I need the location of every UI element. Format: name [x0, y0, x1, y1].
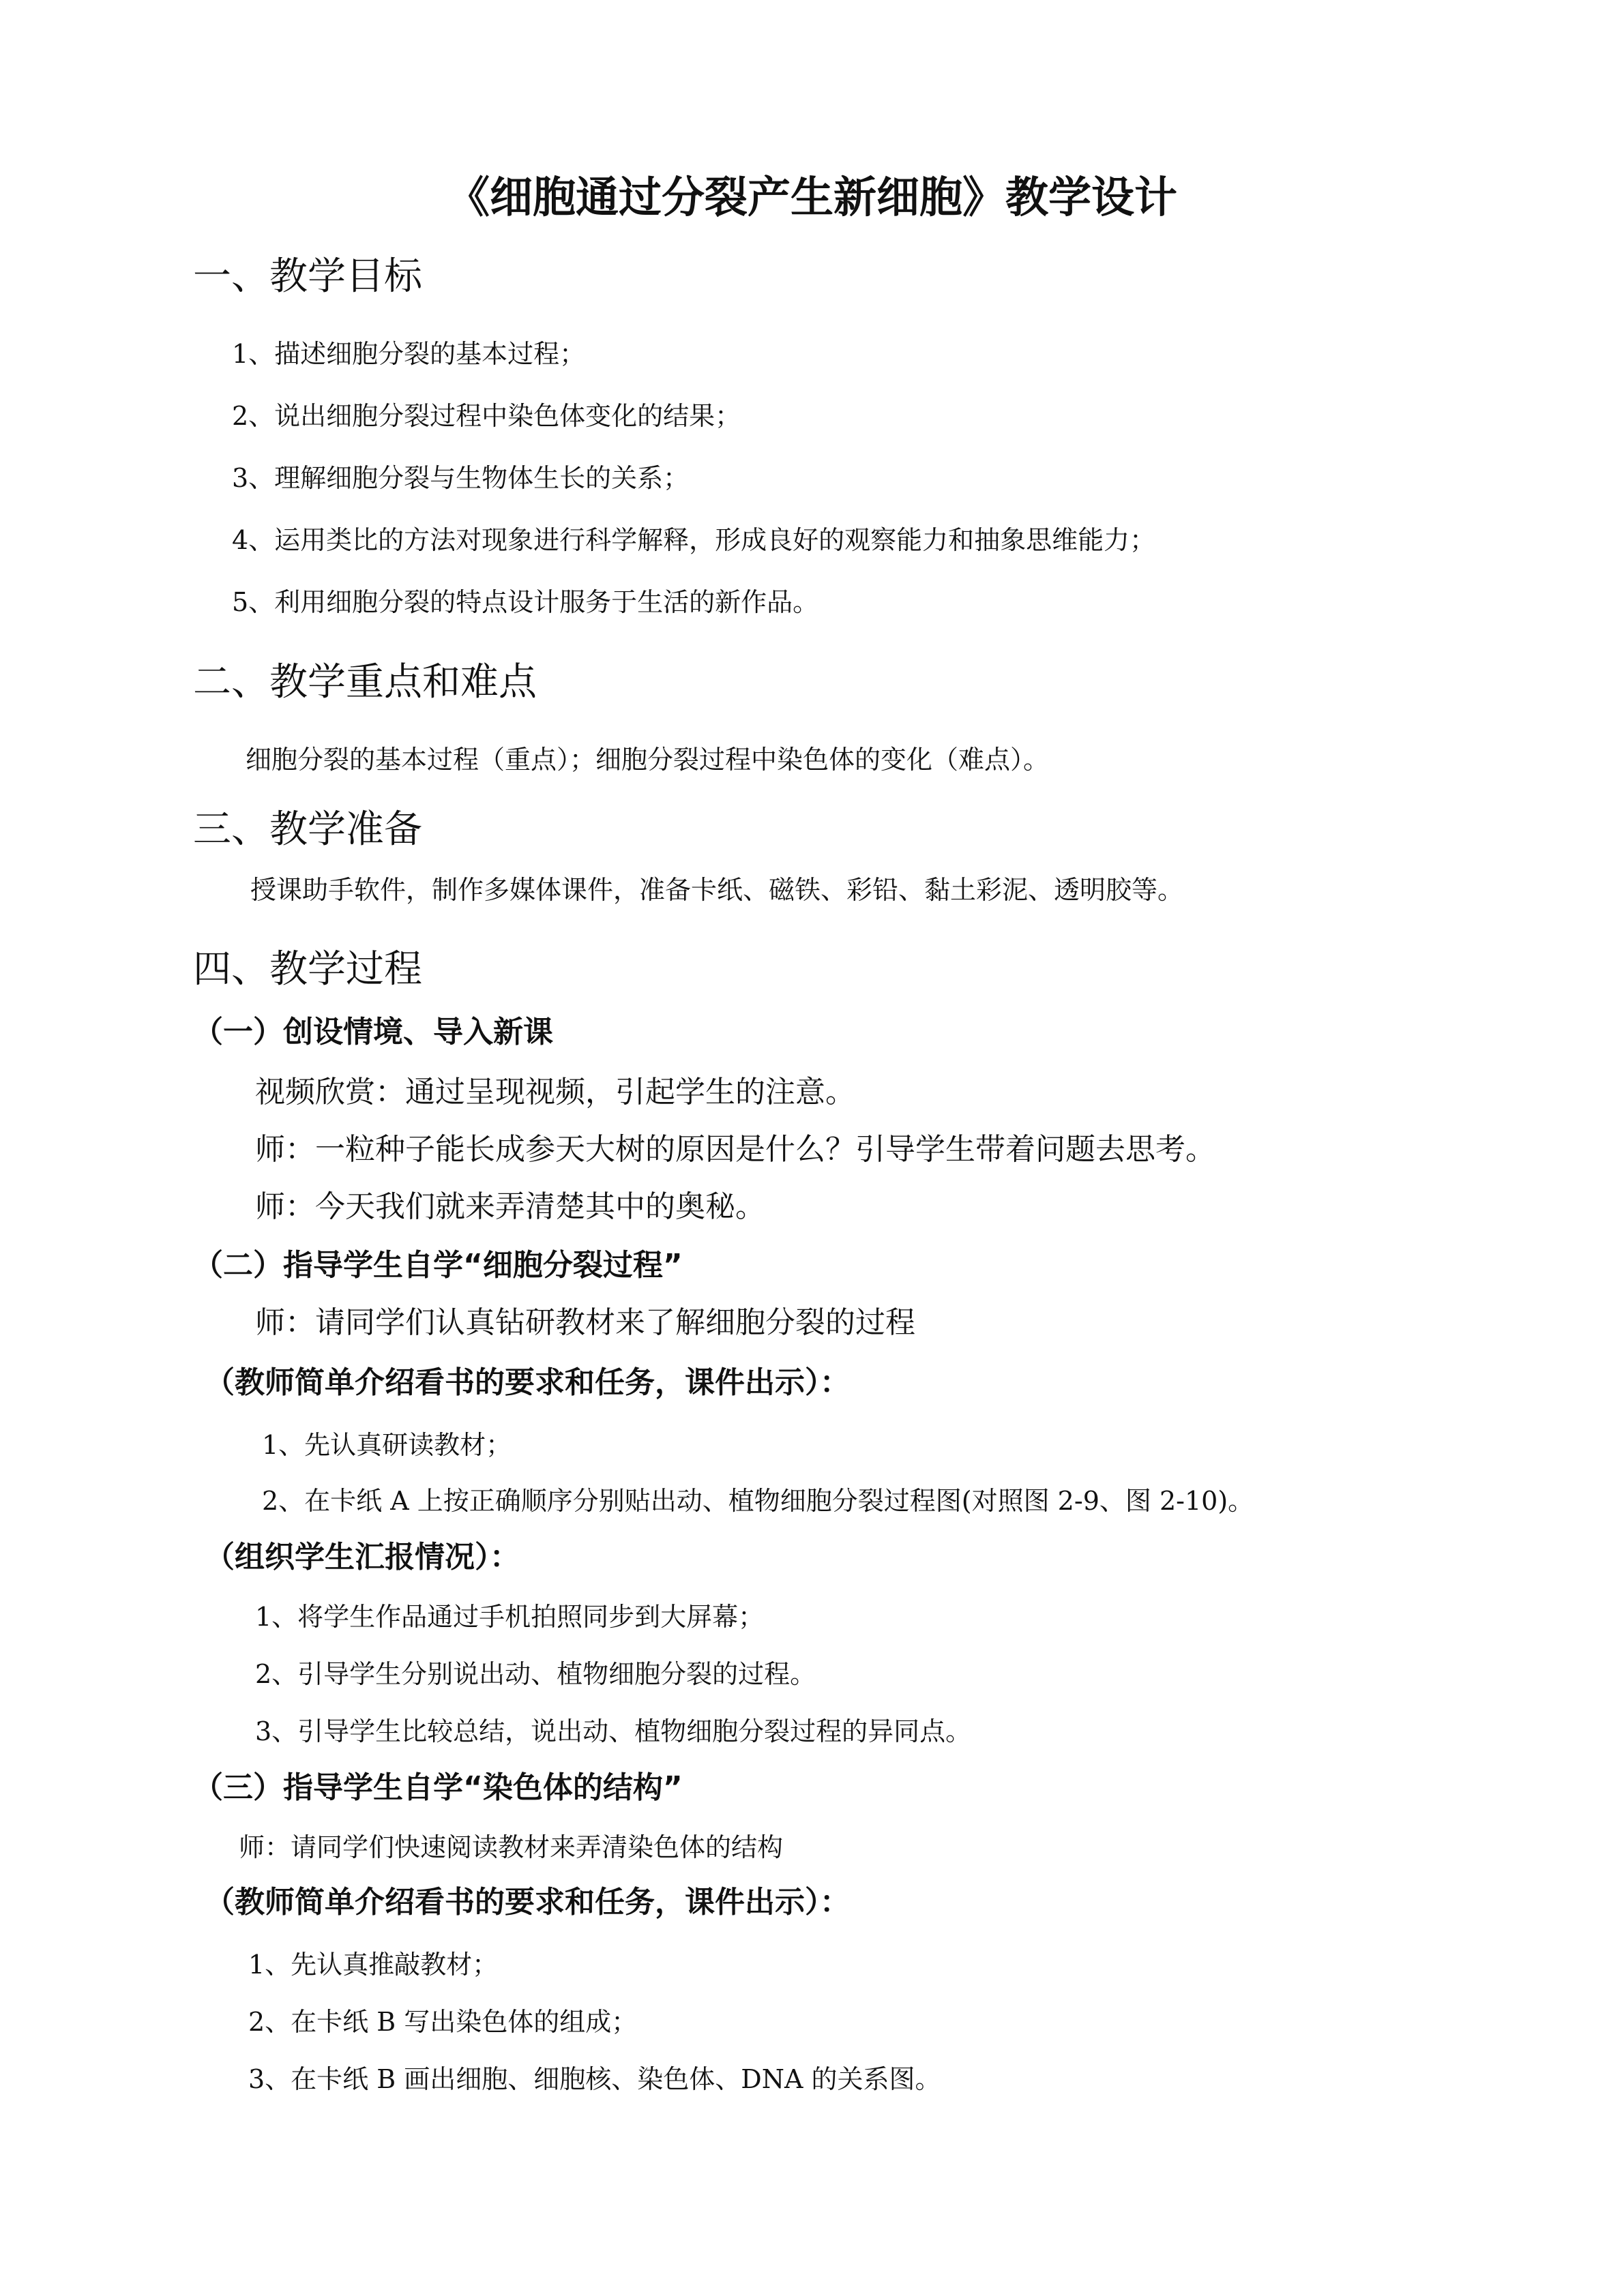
section-heading-preparation: 三、教学准备	[193, 807, 422, 852]
task-item: 2、在卡纸 B 写出染色体的组成；	[248, 2007, 638, 2037]
task-item: 1、先认真研读教材；	[262, 1430, 512, 1460]
objective-item: 2、说出细胞分裂过程中染色体变化的结果；	[232, 401, 741, 431]
preparation-text: 授课助手软件，制作多媒体课件，准备卡纸、磁铁、彩铅、黏土彩泥、透明胶等。	[250, 875, 1184, 905]
objective-item: 3、理解细胞分裂与生物体生长的关系；	[232, 463, 690, 493]
report-item: 1、将学生作品通过手机拍照同步到大屏幕；	[255, 1602, 765, 1632]
subsection-heading-chromosome: （三）指导学生自学“染色体的结构”	[193, 1770, 683, 1805]
section-heading-teaching-process: 四、教学过程	[193, 947, 422, 992]
objective-item: 4、运用类比的方法对现象进行科学解释，形成良好的观察能力和抽象思维能力；	[232, 525, 1156, 555]
section-heading-teaching-objectives: 一、教学目标	[193, 254, 422, 299]
task-heading: （教师简单介绍看书的要求和任务，课件出示）：	[205, 1365, 850, 1400]
subsection-heading-cell-division: （二）指导学生自学“细胞分裂过程”	[193, 1248, 683, 1283]
section-heading-key-points: 二、教学重点和难点	[193, 660, 537, 704]
teacher-line: 师：请同学们认真钻研教材来了解细胞分裂的过程	[255, 1305, 915, 1340]
report-heading: （组织学生汇报情况）：	[205, 1540, 520, 1575]
subsection-heading-introduction: （一）创设情境、导入新课	[193, 1015, 553, 1049]
task-item: 3、在卡纸 B 画出细胞、细胞核、染色体、DNA 的关系图。	[248, 2064, 941, 2094]
task-heading: （教师简单介绍看书的要求和任务，课件出示）：	[205, 1885, 850, 1920]
process-line: 师：今天我们就来弄清楚其中的奥秘。	[255, 1189, 765, 1224]
teacher-line: 师：请同学们快速阅读教材来弄清染色体的结构	[239, 1832, 784, 1862]
report-item: 3、引导学生比较总结，说出动、植物细胞分裂过程的异同点。	[255, 1716, 972, 1746]
process-line: 师：一粒种子能长成参天大树的原因是什么？引导学生带着问题去思考。	[255, 1132, 1215, 1167]
objective-item: 5、利用细胞分裂的特点设计服务于生活的新作品。	[232, 587, 819, 617]
process-line: 视频欣赏：通过呈现视频，引起学生的注意。	[255, 1075, 855, 1109]
task-item: 1、先认真推敲教材；	[248, 1950, 499, 1980]
task-item: 2、在卡纸 A 上按正确顺序分别贴出动、植物细胞分裂过程图(对照图 2-9、图 2-10)。	[262, 1486, 1254, 1516]
key-points-text: 细胞分裂的基本过程（重点）；细胞分裂过程中染色体的变化（难点）。	[246, 745, 1050, 775]
document-title: 《细胞通过分裂产生新细胞》教学设计	[447, 173, 1177, 222]
objective-item: 1、描述细胞分裂的基本过程；	[232, 339, 586, 369]
report-item: 2、引导学生分别说出动、植物细胞分裂的过程。	[255, 1659, 816, 1689]
